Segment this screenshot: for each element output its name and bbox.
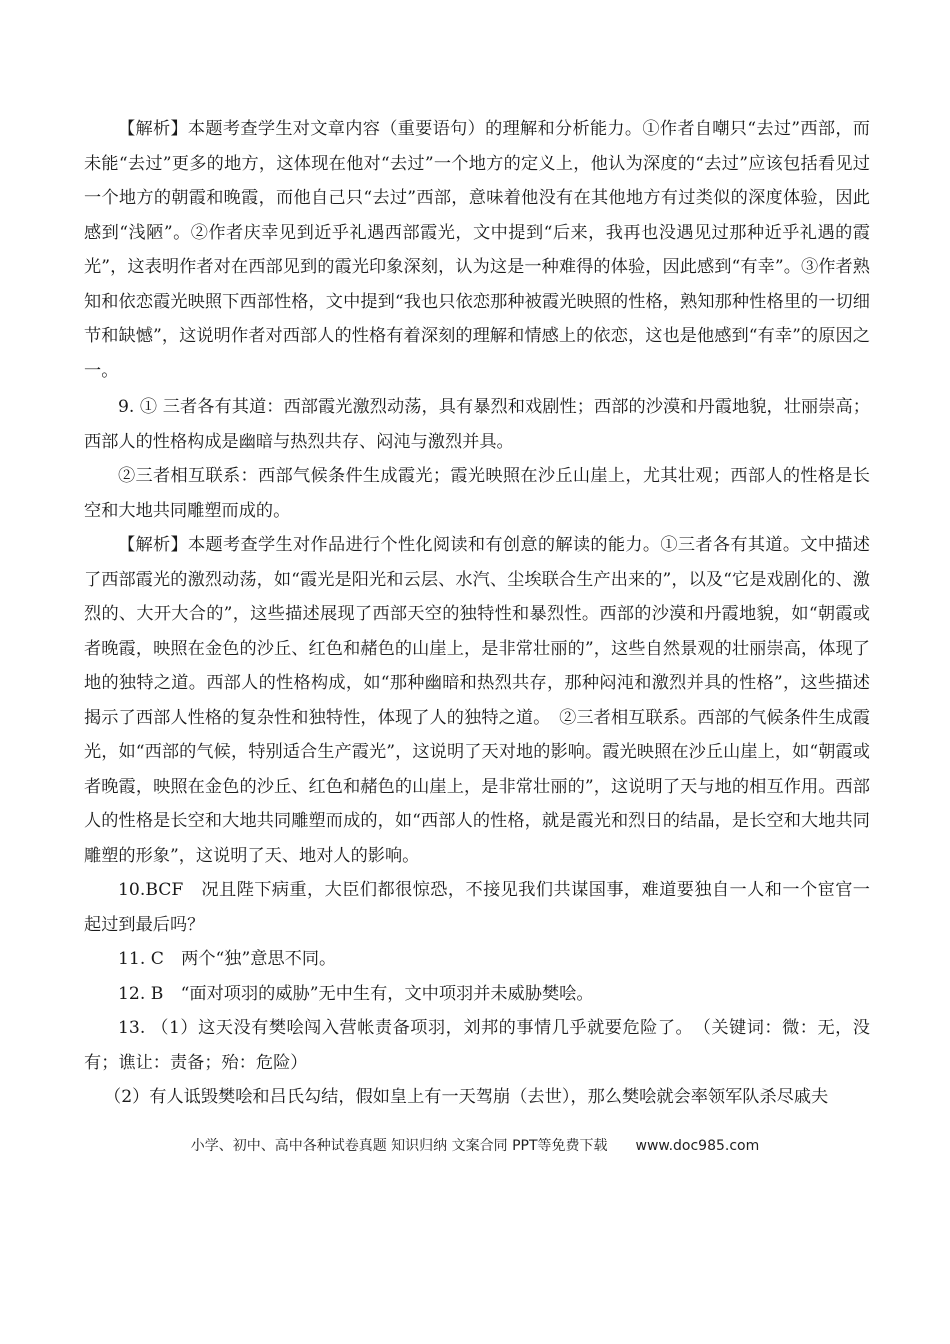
answer-11: 11. C 两个“独”意思不同。 [118,949,337,969]
analysis-paragraph-8: 【解析】本题考查学生对文章内容（重要语句）的理解和分析能力。①作者自嘲只“去过”西部，而未能“去过”更多的地方，这体现在他对“去过”一个地方的定义上，他认为深度的“去过”应该包括看见过一个地方的朝霞和晚霞，而他自己只“去过”西部，意味着他没有在其他地方有过类似的深度体验，因此感到“浅陋”。②作者庆幸见到近乎礼遇西部霞光，文中提到“后来，我再也没遇见过那种近乎礼遇的霞光”，这表明作者对在西部见到的霞光印象深刻，认为这是一种难得的体验，因此感到“有幸”。③作者熟知和依恋霞光映照下西部性格，文中提到“我也只依恋那种被霞光映照的性格，熟知那种性格里的一切细节和缺憾”，这说明作者对西部人的性格有着深刻的理解和情感上的依恋，这也是他感到“有幸”的原因之一。 [84,119,870,381]
page-footer [0,1135,950,1155]
answer-12: 12. B “面对项羽的威胁”无中生有，文中项羽并未威胁樊哙。 [118,983,594,1004]
document-body [84,112,870,1115]
answer-9-part-2: ②三者相互联系：西部气候条件生成霞光；霞光映照在沙丘山崖上，尤其壮观；西部人的性格是长空和大地共同雕塑而成的。 [84,466,870,521]
answer-13-part-1: 13. （1）这天没有樊哙闯入营帐责备项羽，刘邦的事情几乎就要危险了。 （关键词：微：无，没有；谯让：责备；殆：危险） [84,1018,870,1073]
answer-10: 10.BCF 况且陛下病重，大臣们都很惊恐，不接见我们共谋国事，难道要独自一人和一个宦官一起过到最后吗？ [84,880,870,935]
footer-url[interactable]: www.doc985.com [635,1138,760,1154]
analysis-paragraph-9: 【解析】本题考查学生对作品进行个性化阅读和有创意的解读的能力。①三者各有其道。文中描述了西部霞光的激烈动荡，如“霞光是阳光和云层、水汽、尘埃联合生产出来的”，以及“它是戏剧化的、激烈的、大开大合的”，这些描述展现了西部天空的独特性和暴烈性。西部的沙漠和丹霞地貌，如“朝霞或者晚霞，映照在金色的沙丘、红色和赭色的山崖上，是非常壮丽的”，这些自然景观的壮丽崇高，体现了地的独特之道。西部人的性格构成，如“那种幽暗和热烈共存，那种闷沌和激烈并具的性格”，这些描述揭示了西部人性格的复杂性和独特性，体现了人的独特之道。 ②三者相互联系。西部的气候条件生成霞光，如“西部的气候，特别适合生产霞光”，这说明了天对地的影响。霞光映照在沙丘山崖上，如“朝霞或者晚霞，映照在金色的沙丘、红色和赭色的山崖上，是非常壮丽的”，这说明了天与地的相互作用。西部人的性格是长空和大地共同雕塑而成的，如“西部人的性格，就是霞光和烈日的结晶，是长空和大地共同雕塑的形象”，这说明了天、地对人的影响。 [84,535,870,866]
footer-text: 小学、初中、高中各种试卷真题 知识归纳 文案合同 PPT等免费下载 [190,1138,608,1154]
answer-13-part-2: （2）有人诋毁樊哙和吕氏勾结，假如皇上有一天驾崩（去世），那么樊哙就会率领军队杀尽戚夫 [104,1087,829,1107]
answer-9-part-1: 9. ① 三者各有其道：西部霞光激烈动荡，具有暴烈和戏剧性；西部的沙漠和丹霞地貌，壮丽崇高；西部人的性格构成是幽暗与热烈共存、闷沌与激烈并具。 [84,397,870,452]
